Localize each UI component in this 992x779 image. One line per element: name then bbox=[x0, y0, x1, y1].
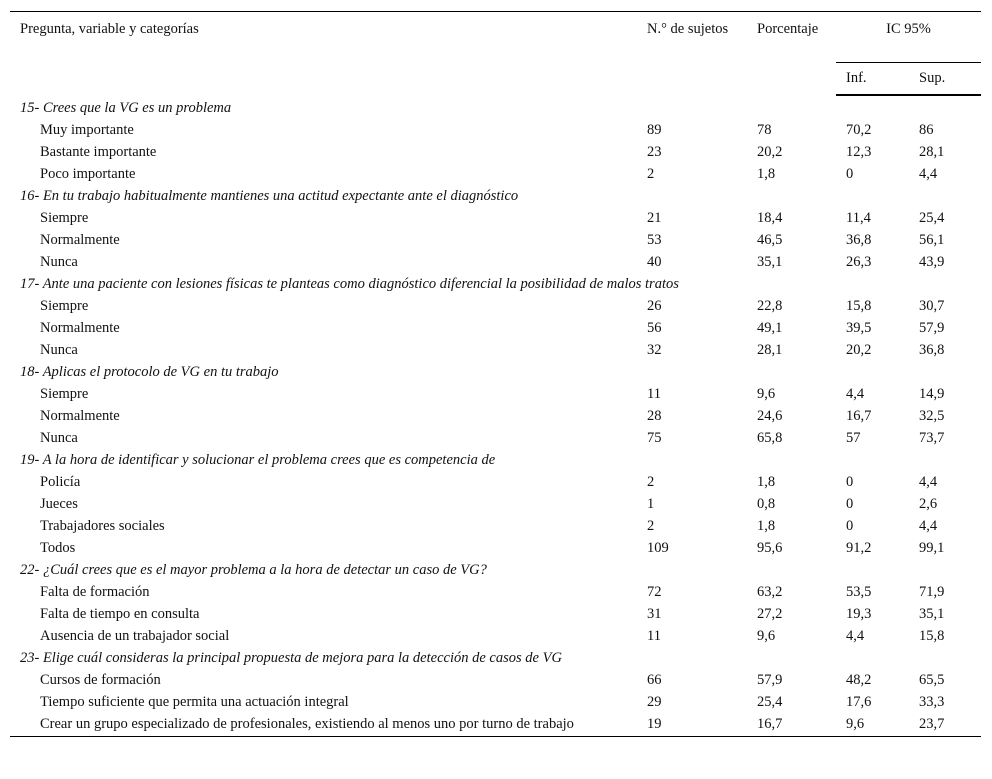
row-n: 32 bbox=[647, 342, 662, 358]
section-row bbox=[10, 274, 981, 296]
row-ci-upper: 28,1 bbox=[919, 144, 945, 160]
row-percentage: 46,5 bbox=[757, 232, 783, 248]
section-row bbox=[10, 186, 981, 208]
table-row bbox=[10, 296, 981, 318]
table-row bbox=[10, 472, 981, 494]
row-label: Normalmente bbox=[40, 408, 120, 424]
row-n: 53 bbox=[647, 232, 662, 248]
table-row bbox=[10, 406, 981, 428]
row-percentage: 78 bbox=[757, 122, 772, 138]
row-n: 40 bbox=[647, 254, 662, 270]
row-ci-lower: 39,5 bbox=[846, 320, 872, 336]
row-percentage: 1,8 bbox=[757, 518, 776, 534]
section-row bbox=[10, 95, 981, 120]
row-ci-lower: 91,2 bbox=[846, 540, 872, 556]
table-row bbox=[10, 494, 981, 516]
row-label: Tiempo suficiente que permita una actuación integral bbox=[40, 694, 349, 710]
row-n: 31 bbox=[647, 606, 662, 622]
row-label: Normalmente bbox=[40, 320, 120, 336]
row-n: 2 bbox=[647, 474, 655, 490]
row-percentage: 24,6 bbox=[757, 408, 783, 424]
row-percentage: 49,1 bbox=[757, 320, 783, 336]
section-title: 15- Crees que la VG es un problema bbox=[20, 100, 232, 116]
table-row bbox=[10, 670, 981, 692]
row-ci-upper: 56,1 bbox=[919, 232, 945, 248]
row-ci-upper: 65,5 bbox=[919, 672, 945, 688]
row-ci-upper: 14,9 bbox=[919, 386, 945, 402]
row-label: Falta de tiempo en consulta bbox=[40, 606, 200, 622]
results-table bbox=[10, 11, 981, 737]
row-label: Siempre bbox=[40, 386, 89, 402]
row-n: 72 bbox=[647, 584, 662, 600]
row-ci-upper: 36,8 bbox=[919, 342, 945, 358]
row-ci-lower: 16,7 bbox=[846, 408, 872, 424]
row-percentage: 1,8 bbox=[757, 474, 776, 490]
row-label: Normalmente bbox=[40, 232, 120, 248]
row-ci-upper: 57,9 bbox=[919, 320, 945, 336]
row-label: Crear un grupo especializado de profesionales, existiendo al menos uno por turno de trabajo bbox=[10, 714, 637, 737]
row-label: Todos bbox=[40, 540, 76, 556]
section-title: 17- Ante una paciente con lesiones físicas te planteas como diagnóstico diferencial la posibilidad de malos tratos bbox=[20, 276, 679, 292]
row-ci-upper: 99,1 bbox=[919, 540, 945, 556]
row-label: Nunca bbox=[40, 254, 78, 270]
table-row bbox=[10, 208, 981, 230]
row-percentage: 63,2 bbox=[757, 584, 783, 600]
row-ci-lower: 17,6 bbox=[846, 694, 872, 710]
section-row bbox=[10, 560, 981, 582]
table-row bbox=[10, 428, 981, 450]
row-ci-lower: 20,2 bbox=[846, 342, 872, 358]
row-label: Nunca bbox=[40, 342, 78, 358]
row-label: Siempre bbox=[40, 298, 89, 314]
row-label: Falta de formación bbox=[40, 584, 150, 600]
section-title: 22- ¿Cuál crees que es el mayor problema a la hora de detectar un caso de VG? bbox=[20, 562, 487, 578]
header-n-subjects: N.° de sujetos bbox=[647, 21, 729, 37]
row-label: Siempre bbox=[40, 210, 89, 226]
row-ci-upper: 73,7 bbox=[919, 430, 945, 446]
row-ci-lower: 12,3 bbox=[846, 144, 872, 160]
row-percentage: 65,8 bbox=[757, 430, 783, 446]
table-body bbox=[10, 95, 981, 737]
section-title: 19- A la hora de identificar y solucionar el problema crees que es competencia de bbox=[20, 452, 496, 468]
row-ci-lower: 11,4 bbox=[846, 210, 871, 226]
row-percentage: 35,1 bbox=[757, 254, 783, 270]
row-ci-upper: 86 bbox=[919, 122, 934, 138]
row-ci-upper: 25,4 bbox=[919, 210, 945, 226]
row-ci-lower: 0 bbox=[846, 474, 854, 490]
row-percentage: 0,8 bbox=[757, 496, 776, 512]
header-question: Pregunta, variable y categorías bbox=[20, 21, 199, 37]
row-ci-upper: 32,5 bbox=[919, 408, 945, 424]
table-row bbox=[10, 384, 981, 406]
table-row bbox=[10, 604, 981, 626]
row-n: 26 bbox=[647, 298, 662, 314]
row-ci-lower: 4,4 bbox=[846, 386, 865, 402]
row-n: 21 bbox=[647, 210, 662, 226]
row-ci-upper: 15,8 bbox=[919, 628, 945, 644]
row-label: Trabajadores sociales bbox=[40, 518, 165, 534]
row-ci-lower: 26,3 bbox=[846, 254, 872, 270]
section-title: 18- Aplicas el protocolo de VG en tu trabajo bbox=[20, 364, 279, 380]
row-ci-upper: 23,7 bbox=[909, 714, 981, 737]
row-percentage: 57,9 bbox=[757, 672, 783, 688]
row-label: Ausencia de un trabajador social bbox=[40, 628, 230, 644]
row-ci-lower: 0 bbox=[846, 496, 854, 512]
row-ci-lower: 57 bbox=[846, 430, 861, 446]
row-percentage: 16,7 bbox=[747, 714, 836, 737]
table-row bbox=[10, 626, 981, 648]
row-percentage: 1,8 bbox=[757, 166, 776, 182]
row-percentage: 27,2 bbox=[757, 606, 783, 622]
row-percentage: 95,6 bbox=[757, 540, 783, 556]
table-row bbox=[10, 164, 981, 186]
row-ci-upper: 2,6 bbox=[919, 496, 938, 512]
row-label: Jueces bbox=[40, 496, 78, 512]
table-row bbox=[10, 516, 981, 538]
row-percentage: 20,2 bbox=[757, 144, 783, 160]
row-n: 109 bbox=[647, 540, 669, 556]
section-title: 16- En tu trabajo habitualmente mantienes una actitud expectante ante el diagnóstico bbox=[20, 188, 519, 204]
table-row bbox=[10, 582, 981, 604]
table-row bbox=[10, 538, 981, 560]
section-title: 23- Elige cuál consideras la principal propuesta de mejora para la detección de casos de VG bbox=[20, 650, 562, 666]
row-ci-upper: 35,1 bbox=[919, 606, 945, 622]
row-ci-lower: 70,2 bbox=[846, 122, 872, 138]
row-label: Muy importante bbox=[40, 122, 134, 138]
table-row bbox=[10, 714, 981, 737]
row-ci-upper: 33,3 bbox=[919, 694, 945, 710]
row-ci-lower: 36,8 bbox=[846, 232, 872, 248]
row-n: 89 bbox=[647, 122, 662, 138]
row-n: 66 bbox=[647, 672, 662, 688]
row-ci-upper: 30,7 bbox=[919, 298, 945, 314]
header-ci: IC 95% bbox=[886, 21, 931, 37]
row-n: 75 bbox=[647, 430, 662, 446]
table-row bbox=[10, 142, 981, 164]
table-header bbox=[10, 12, 981, 96]
table-row bbox=[10, 120, 981, 142]
row-label: Bastante importante bbox=[40, 144, 157, 160]
row-n: 56 bbox=[647, 320, 662, 336]
row-ci-lower: 0 bbox=[846, 166, 854, 182]
row-n: 28 bbox=[647, 408, 662, 424]
row-ci-upper: 71,9 bbox=[919, 584, 945, 600]
row-n: 11 bbox=[647, 628, 661, 644]
section-row bbox=[10, 362, 981, 384]
section-row bbox=[10, 450, 981, 472]
row-percentage: 18,4 bbox=[757, 210, 783, 226]
row-n: 19 bbox=[637, 714, 747, 737]
row-ci-lower: 15,8 bbox=[846, 298, 872, 314]
row-percentage: 9,6 bbox=[757, 628, 776, 644]
row-ci-lower: 19,3 bbox=[846, 606, 872, 622]
table-row bbox=[10, 318, 981, 340]
row-n: 23 bbox=[647, 144, 662, 160]
row-percentage: 22,8 bbox=[757, 298, 783, 314]
row-ci-lower: 9,6 bbox=[836, 714, 909, 737]
row-percentage: 25,4 bbox=[757, 694, 783, 710]
header-ci-lower: Inf. bbox=[836, 63, 909, 96]
row-label: Poco importante bbox=[40, 166, 136, 182]
row-n: 11 bbox=[647, 386, 661, 402]
row-ci-upper: 4,4 bbox=[919, 518, 938, 534]
table-row bbox=[10, 252, 981, 274]
row-label: Nunca bbox=[40, 430, 78, 446]
results-table-container bbox=[10, 11, 981, 737]
table-row bbox=[10, 692, 981, 714]
row-ci-lower: 53,5 bbox=[846, 584, 872, 600]
row-n: 1 bbox=[647, 496, 655, 512]
row-percentage: 28,1 bbox=[757, 342, 783, 358]
table-row bbox=[10, 340, 981, 362]
row-label: Cursos de formación bbox=[40, 672, 161, 688]
row-ci-upper: 4,4 bbox=[919, 474, 938, 490]
row-n: 29 bbox=[647, 694, 662, 710]
header-percentage: Porcentaje bbox=[757, 21, 819, 37]
row-ci-lower: 48,2 bbox=[846, 672, 872, 688]
row-percentage: 9,6 bbox=[757, 386, 776, 402]
row-ci-upper: 4,4 bbox=[919, 166, 938, 182]
section-row bbox=[10, 648, 981, 670]
row-label: Policía bbox=[40, 474, 81, 490]
row-n: 2 bbox=[647, 166, 655, 182]
row-ci-upper: 43,9 bbox=[919, 254, 945, 270]
header-ci-upper: Sup. bbox=[909, 63, 981, 96]
row-ci-lower: 0 bbox=[846, 518, 854, 534]
table-row bbox=[10, 230, 981, 252]
row-ci-lower: 4,4 bbox=[846, 628, 865, 644]
row-n: 2 bbox=[647, 518, 655, 534]
